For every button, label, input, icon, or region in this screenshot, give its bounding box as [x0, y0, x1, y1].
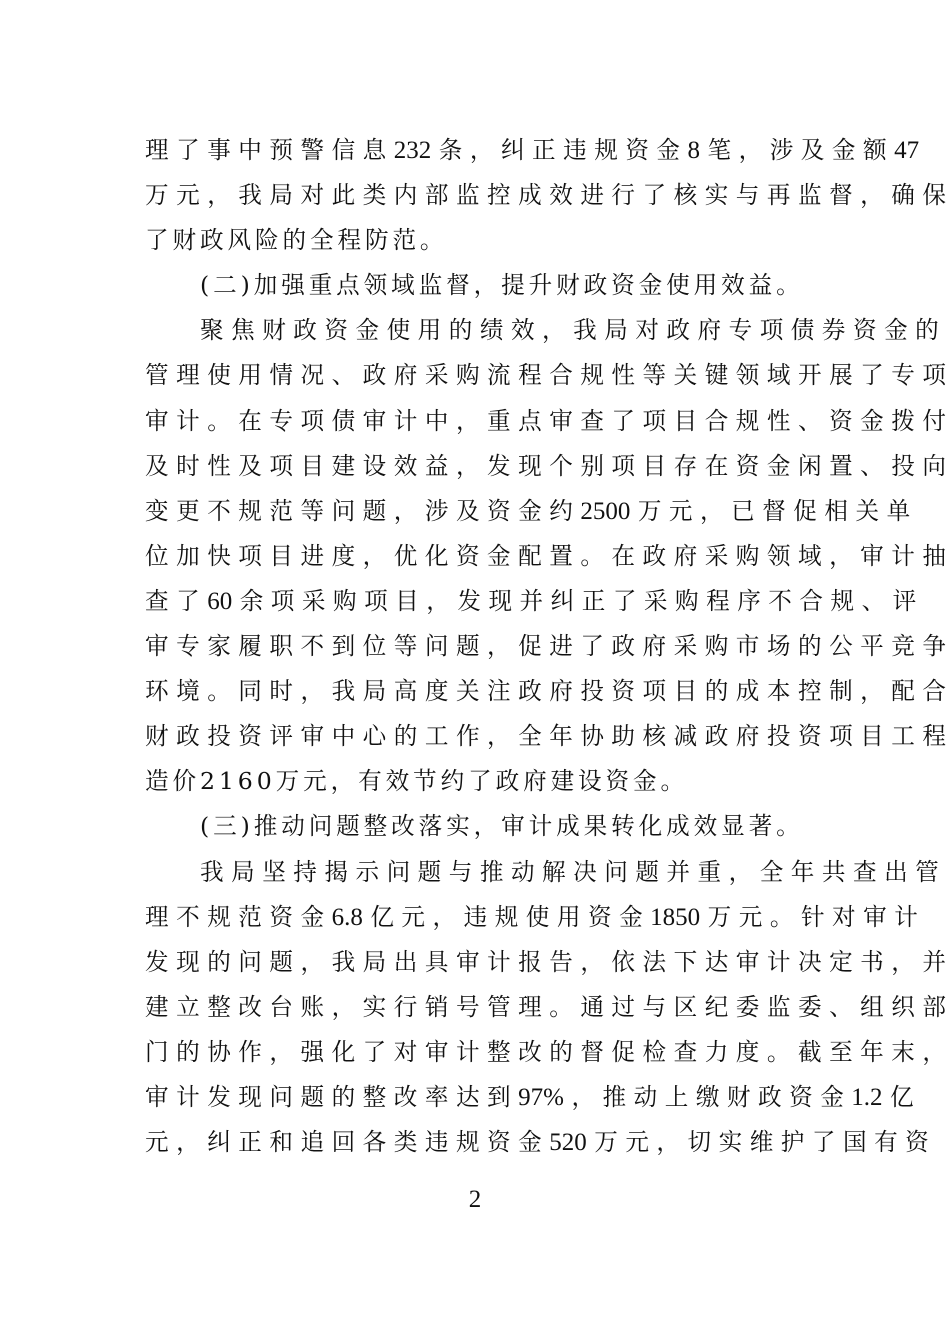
text-line: 我 局 坚 持 揭 示 问 题 与 推 动 解 决 问 题 并 重 ， 全 年 共 查 出 管 [200, 857, 939, 886]
text-line: 管 理 使 用 情 况 、 政 府 采 购 流 程 合 规 性 等 关 键 领 域 开 展 了 专 项 [145, 361, 946, 390]
page-number: 2 [468, 1186, 482, 1213]
text-line: 理 了 事 中 预 警 信 息 232 条 ， 纠 正 违 规 资 金 8 笔 ， 涉 及 金 额 47 [145, 136, 920, 164]
text-line: 查 了 60 余 项 采 购 项 目 ， 发 现 并 纠 正 了 采 购 程 序 不 合 规 、 评 [145, 586, 917, 615]
text-line: 了财政风险的全程防范。 [145, 226, 448, 255]
text-line: 财 政 投 资 评 审 中 心 的 工 作 ， 全 年 协 助 核 减 政 府 投 资 项 目 工 程 [145, 722, 946, 751]
section-heading: (三)推动问题整改落实，审计成果转化成效显著。 [200, 812, 804, 841]
text-line: 元 ， 纠 正 和 追 回 各 类 违 规 资 金 520 万 元 ， 切 实 维 护 了 国 有 资 [145, 1128, 929, 1157]
section-heading: (二)加强重点领域监督，提升财政资金使用效益。 [200, 271, 804, 300]
text-line: 聚 焦 财 政 资 金 使 用 的 绩 效 ， 我 局 对 政 府 专 项 债 券 资 金 的 [200, 316, 939, 345]
text-line: 门 的 协 作 ， 强 化 了 对 审 计 整 改 的 督 促 检 查 力 度 。 截 至 年 末 ， [145, 1037, 946, 1066]
text-line: 万 元 ， 我 局 对 此 类 内 部 监 控 成 效 进 行 了 核 实 与 再 监 督 ， 确 保 [145, 181, 946, 210]
text-line: 审 计 。 在 专 项 债 审 计 中 ， 重 点 审 查 了 项 目 合 规 性 、 资 金 拨 付 [145, 406, 946, 435]
text-line: 审 计 发 现 问 题 的 整 改 率 达 到 97% ， 推 动 上 缴 财 政 资 金 1.2 亿 [145, 1082, 914, 1111]
text-line: 审 专 家 履 职 不 到 位 等 问 题 ， 促 进 了 政 府 采 购 市 场 的 公 平 竞 争 [145, 632, 946, 661]
text-line: 位 加 快 项 目 进 度 ， 优 化 资 金 配 置 。 在 政 府 采 购 领 域 ， 审 计 抽 [145, 541, 946, 570]
document-body [145, 128, 946, 1165]
text-line: 理 不 规 范 资 金 6.8 亿 元 ， 违 规 使 用 资 金 1850 万 元 。 针 对 审 计 [145, 902, 918, 931]
text-line: 造价2160万元，有效节约了政府建设资金。 [145, 767, 689, 796]
text-line: 变 更 不 规 范 等 问 题 ， 涉 及 资 金 约 2500 万 元 ， 已 督 促 相 关 单 [145, 496, 911, 525]
text-line: 环 境 。 同 时 ， 我 局 高 度 关 注 政 府 投 资 项 目 的 成 本 控 制 ， 配 合 [145, 677, 946, 706]
text-line: 及 时 性 及 项 目 建 设 效 益 ， 发 现 个 别 项 目 存 在 资 金 闲 置 、 投 向 [145, 451, 946, 480]
text-line: 发 现 的 问 题 ， 我 局 出 具 审 计 报 告 ， 依 法 下 达 审 计 决 定 书 ， 并 [145, 947, 946, 976]
text-line: 建 立 整 改 台 账 ， 实 行 销 号 管 理 。 通 过 与 区 纪 委 监 委 、 组 织 部 [145, 992, 946, 1021]
